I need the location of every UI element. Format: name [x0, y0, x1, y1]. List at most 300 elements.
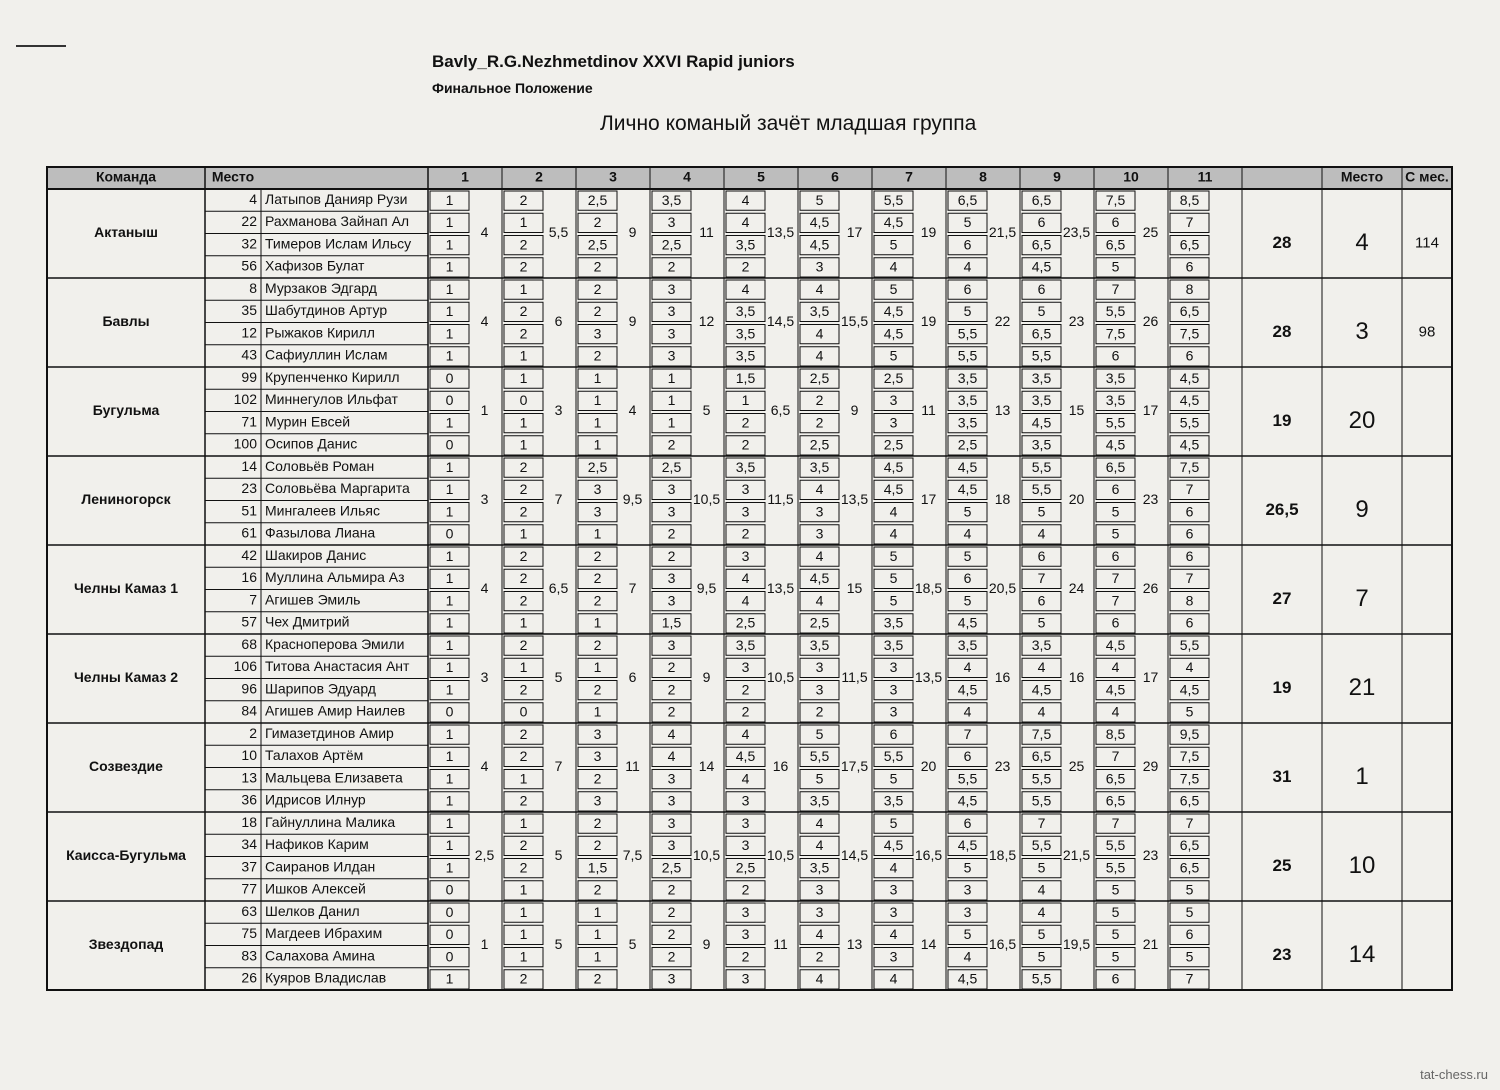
team-3-player-num: 71	[241, 413, 257, 430]
team-2-name: Бавлы	[102, 313, 150, 330]
team-1-score: 2,5	[661, 236, 682, 253]
team-9-score: 2	[667, 948, 676, 965]
team-6-round-total: 17	[1142, 669, 1159, 686]
team-4-score: 1	[445, 503, 454, 520]
team-2-score: 4	[815, 347, 824, 364]
team-3-score: 0	[445, 436, 454, 453]
team-8-score: 4	[889, 859, 898, 876]
team-4-round-total: 10,5	[692, 491, 721, 508]
team-7-score: 6,5	[1031, 748, 1052, 765]
team-5-score: 5	[889, 592, 898, 609]
team-8-score: 4	[815, 814, 824, 831]
table-title: Лично команый зачёт младшая группа	[600, 112, 977, 135]
team-6-score: 4,5	[1105, 636, 1126, 653]
team-5-round-total: 26	[1142, 580, 1159, 597]
team-5-score: 5	[1037, 614, 1046, 631]
team-1-place: 4	[1355, 228, 1369, 256]
team-6-round-total: 9	[702, 669, 711, 686]
team-7-round-total: 20	[920, 758, 937, 775]
team-1-total: 28	[1272, 232, 1292, 252]
team-9-round-total: 5	[554, 936, 563, 953]
team-7-score: 7	[963, 725, 972, 742]
team-2-total: 28	[1272, 321, 1292, 341]
team-7-score: 7	[1111, 748, 1120, 765]
team-2-score: 2	[593, 303, 602, 320]
team-6-name: Челны Камаз 2	[73, 669, 179, 686]
team-8-score: 2	[667, 881, 676, 898]
team-7-score: 4	[667, 725, 676, 742]
team-1-score: 3	[815, 258, 824, 275]
team-6-score: 3,5	[883, 636, 904, 653]
team-7-score: 4	[741, 770, 750, 787]
team-2-score: 1	[445, 280, 454, 297]
team-2-round-total: 14,5	[766, 313, 795, 330]
team-7-name: Созвездие	[89, 758, 163, 775]
team-5-score: 6	[1037, 592, 1046, 609]
team-6-score: 4	[1111, 703, 1120, 720]
team-3-score: 5,5	[1179, 414, 1200, 431]
team-4-score: 3	[593, 503, 602, 520]
team-7-player-num: 2	[249, 724, 257, 741]
team-9-score: 3	[741, 970, 750, 987]
team-1-round-total: 13,5	[766, 224, 795, 241]
team-1-score: 2	[593, 214, 602, 231]
team-4-score: 4,5	[957, 458, 978, 475]
team-8-score: 5	[889, 814, 898, 831]
team-8-score: 2	[741, 881, 750, 898]
team-6-round-total: 6	[628, 669, 637, 686]
team-3-score: 4,5	[1105, 436, 1126, 453]
team-7-round-total: 17,5	[840, 758, 869, 775]
team-6-score: 3,5	[957, 636, 978, 653]
team-2-score: 5	[1037, 303, 1046, 320]
team-2-score: 3	[667, 325, 676, 342]
team-8-round-total: 2,5	[474, 847, 495, 864]
team-8-total: 25	[1272, 855, 1292, 875]
team-3-score: 3,5	[1031, 369, 1052, 386]
team-6-score: 4,5	[1031, 681, 1052, 698]
team-1-score: 6	[963, 236, 972, 253]
team-8-score: 4	[1037, 881, 1046, 898]
team-6-round-total: 13,5	[914, 669, 943, 686]
team-5-score: 2	[519, 570, 528, 587]
team-2-score: 3	[667, 303, 676, 320]
team-6-score: 1	[445, 681, 454, 698]
team-6-score: 3	[667, 636, 676, 653]
team-1-sum: 114	[1415, 234, 1439, 252]
team-1-score: 6,5	[1105, 236, 1126, 253]
team-9-score: 5	[1037, 926, 1046, 943]
team-8-score: 2,5	[735, 859, 756, 876]
team-2-sum: 98	[1418, 323, 1436, 341]
team-9-score: 4	[963, 948, 972, 965]
team-1-score: 6,5	[1031, 191, 1052, 208]
team-5-score: 3	[667, 570, 676, 587]
team-3-score: 3,5	[1031, 436, 1052, 453]
team-5-score: 4	[741, 592, 750, 609]
team-5-player-num: 57	[241, 613, 257, 630]
team-5-score: 5	[889, 570, 898, 587]
team-5-round-total: 18,5	[914, 580, 943, 597]
team-3-round-total: 15	[1068, 402, 1085, 419]
team-5-score: 7	[1037, 570, 1046, 587]
header-round-10: 10	[1123, 168, 1139, 185]
team-8-score: 5	[1185, 881, 1194, 898]
team-2-score: 4,5	[883, 325, 904, 342]
team-5-score: 5	[963, 547, 972, 564]
team-2-round-total: 4	[480, 313, 489, 330]
team-5-score: 2,5	[735, 614, 756, 631]
team-8-score: 1	[445, 837, 454, 854]
team-9-score: 2	[815, 948, 824, 965]
team-4-player-name: Соловьёва Маргарита	[265, 480, 410, 497]
team-3-score: 2,5	[809, 369, 830, 386]
team-6-total: 19	[1272, 677, 1292, 697]
team-1-round-total: 21,5	[988, 224, 1017, 241]
team-9-place: 14	[1348, 940, 1376, 968]
team-3-score: 2,5	[883, 436, 904, 453]
team-9-score: 4,5	[957, 970, 978, 987]
team-9-player-name: Шелков Данил	[265, 902, 360, 919]
team-4-player-num: 23	[241, 480, 257, 497]
team-5-score: 7	[1111, 592, 1120, 609]
team-1-score: 1	[445, 258, 454, 275]
team-1-score: 1	[445, 214, 454, 231]
team-8-score: 5	[963, 859, 972, 876]
team-8-score: 5,5	[1105, 837, 1126, 854]
team-9-score: 4	[815, 926, 824, 943]
team-9-score: 1	[519, 948, 528, 965]
team-2-score: 5,5	[1031, 347, 1052, 364]
team-4-score: 3,5	[809, 458, 830, 475]
team-7-score: 5	[815, 770, 824, 787]
team-8-player-num: 34	[241, 836, 257, 853]
team-9-score: 3	[889, 903, 898, 920]
team-4-score: 1	[519, 525, 528, 542]
team-5-score: 2	[519, 547, 528, 564]
team-6-score: 2	[593, 681, 602, 698]
team-5-score: 1	[445, 570, 454, 587]
team-3-score: 2	[815, 414, 824, 431]
team-6-score: 3,5	[735, 636, 756, 653]
team-2-score: 5	[963, 303, 972, 320]
team-9-score: 5	[1111, 948, 1120, 965]
team-7-score: 4	[741, 725, 750, 742]
header-round-7: 7	[905, 168, 913, 185]
team-6-score: 4	[963, 659, 972, 676]
team-1-score: 4	[963, 258, 972, 275]
team-6-player-num: 68	[241, 635, 257, 652]
team-4-player-name: Соловьёв Роман	[265, 457, 375, 474]
team-1-score: 4	[741, 214, 750, 231]
team-8-score: 1	[519, 881, 528, 898]
team-4-score: 2	[519, 503, 528, 520]
team-1-score: 1	[445, 236, 454, 253]
team-4-score: 2	[667, 525, 676, 542]
team-5-round-total: 13,5	[766, 580, 795, 597]
team-6-score: 3,5	[809, 636, 830, 653]
team-2-score: 2	[519, 325, 528, 342]
team-7-score: 5,5	[1031, 792, 1052, 809]
team-2-round-total: 9	[628, 313, 637, 330]
team-2-score: 3	[667, 347, 676, 364]
team-8-place: 10	[1348, 851, 1376, 879]
team-8-score: 6,5	[1179, 859, 1200, 876]
team-9-round-total: 13	[846, 936, 863, 953]
team-7-score: 7,5	[1179, 770, 1200, 787]
team-5-round-total: 4	[480, 580, 489, 597]
team-6-score: 4	[963, 703, 972, 720]
team-8-score: 1,5	[587, 859, 608, 876]
team-1-score: 1	[519, 214, 528, 231]
team-2-player-num: 8	[249, 279, 257, 296]
team-6-score: 2	[741, 703, 750, 720]
team-1-player-num: 32	[241, 235, 257, 252]
team-8-score: 3	[889, 881, 898, 898]
team-7-round-total: 7	[554, 758, 563, 775]
team-7-place: 1	[1355, 762, 1369, 790]
header-round-2: 2	[535, 168, 543, 185]
team-9-total: 23	[1272, 944, 1292, 964]
team-4-name: Лениногорск	[81, 491, 171, 508]
team-2-player-name: Шабутдинов Артур	[265, 302, 388, 319]
team-1-score: 5	[889, 236, 898, 253]
team-9-round-total: 19,5	[1062, 936, 1091, 953]
team-7-score: 1	[445, 748, 454, 765]
team-5-name: Челны Камаз 1	[73, 580, 179, 597]
team-9-score: 3	[815, 903, 824, 920]
team-6-score: 1	[445, 636, 454, 653]
team-1-round-total: 19	[920, 224, 937, 241]
team-4-score: 3	[741, 503, 750, 520]
team-2-player-name: Рыжаков Кирилл	[265, 324, 375, 341]
team-2-score: 5,5	[1105, 303, 1126, 320]
team-7-score: 3	[593, 792, 602, 809]
team-5-round-total: 24	[1068, 580, 1085, 597]
team-8-score: 5	[1111, 881, 1120, 898]
team-7-score: 8,5	[1105, 725, 1126, 742]
team-7-score: 5,5	[809, 748, 830, 765]
team-7-score: 6	[889, 725, 898, 742]
team-6-score: 2	[667, 681, 676, 698]
team-9-player-num: 75	[241, 925, 257, 942]
team-2-round-total: 15,5	[840, 313, 869, 330]
team-2-score: 7,5	[1179, 325, 1200, 342]
header-round-1: 1	[461, 168, 469, 185]
team-9-player-name: Куяров Владислав	[265, 969, 387, 986]
team-4-score: 6	[1185, 503, 1194, 520]
team-7-player-name: Идрисов Илнур	[265, 791, 366, 808]
team-3-player-num: 102	[233, 391, 257, 408]
team-1-score: 6	[1037, 214, 1046, 231]
team-5-score: 7	[1111, 570, 1120, 587]
team-8-round-total: 23	[1142, 847, 1159, 864]
team-7-score: 3	[667, 770, 676, 787]
team-6-score: 0	[519, 703, 528, 720]
team-5-score: 2,5	[809, 614, 830, 631]
team-9-score: 6	[1185, 926, 1194, 943]
team-6-score: 5	[1185, 703, 1194, 720]
team-3-score: 2	[667, 436, 676, 453]
team-5-score: 4	[741, 570, 750, 587]
team-3-score: 0	[445, 392, 454, 409]
team-5-score: 1	[593, 614, 602, 631]
header-round-5: 5	[757, 168, 765, 185]
team-5-score: 1	[519, 614, 528, 631]
team-6-player-num: 106	[233, 658, 257, 675]
team-8-player-name: Гайнуллина Малика	[265, 813, 396, 830]
header-final-place: Место	[1340, 168, 1384, 185]
team-5-player-name: Чех Дмитрий	[265, 613, 350, 630]
team-4-score: 5,5	[1031, 481, 1052, 498]
team-9-round-total: 21	[1142, 936, 1159, 953]
team-3-score: 1	[667, 392, 676, 409]
team-2-player-num: 12	[241, 324, 257, 341]
team-1-score: 4,5	[809, 214, 830, 231]
team-8-score: 6,5	[1179, 837, 1200, 854]
team-7-score: 1	[445, 725, 454, 742]
team-4-total: 26,5	[1265, 499, 1299, 519]
team-4-score: 4	[1037, 525, 1046, 542]
team-1-score: 6,5	[957, 191, 978, 208]
team-2-score: 3,5	[735, 325, 756, 342]
team-9-score: 5	[1037, 948, 1046, 965]
team-5-player-name: Шакиров Данис	[265, 546, 367, 563]
team-2-score: 2	[519, 303, 528, 320]
team-9-score: 2	[593, 970, 602, 987]
team-7-score: 5,5	[957, 770, 978, 787]
team-6-player-name: Агишев Амир Наилев	[265, 702, 406, 719]
team-3-round-total: 6,5	[770, 402, 791, 419]
team-4-score: 5	[1037, 503, 1046, 520]
team-7-score: 2	[593, 770, 602, 787]
team-9-score: 5	[1111, 903, 1120, 920]
team-7-score: 7,5	[1031, 725, 1052, 742]
site-watermark: tat-chess.ru	[1420, 1067, 1488, 1082]
team-3-score: 1	[519, 414, 528, 431]
team-9-score: 0	[445, 948, 454, 965]
team-9-score: 1	[593, 926, 602, 943]
team-5-score: 1	[445, 592, 454, 609]
team-9-score: 1	[519, 926, 528, 943]
team-7-round-total: 25	[1068, 758, 1085, 775]
team-2-score: 7	[1111, 280, 1120, 297]
team-3-score: 4,5	[1179, 436, 1200, 453]
team-1-score: 7,5	[1105, 191, 1126, 208]
team-1-score: 2	[519, 236, 528, 253]
team-6-score: 1	[593, 659, 602, 676]
team-8-score: 2	[593, 837, 602, 854]
team-1-score: 5	[963, 214, 972, 231]
team-5-player-num: 7	[249, 591, 257, 608]
team-2-score: 1	[445, 347, 454, 364]
team-6-score: 3	[889, 659, 898, 676]
team-4-score: 3	[741, 481, 750, 498]
team-7-round-total: 23	[994, 758, 1011, 775]
team-8-score: 1	[519, 814, 528, 831]
team-2-score: 4	[741, 280, 750, 297]
team-6-score: 3,5	[1031, 636, 1052, 653]
team-2-score: 2	[593, 280, 602, 297]
team-3-score: 0	[445, 369, 454, 386]
team-3-name: Бугульма	[92, 402, 160, 419]
team-3-score: 3,5	[957, 392, 978, 409]
team-5-round-total: 20,5	[988, 580, 1017, 597]
team-8-player-name: Ишков Алексей	[265, 880, 366, 897]
team-2-score: 3,5	[735, 347, 756, 364]
team-8-player-num: 77	[241, 880, 257, 897]
team-3-total: 19	[1272, 410, 1292, 430]
team-6-score: 4,5	[1105, 681, 1126, 698]
team-2-player-name: Сафиуллин Ислам	[265, 346, 388, 363]
team-5-player-num: 16	[241, 569, 257, 586]
team-7-score: 7,5	[1179, 748, 1200, 765]
team-3-round-total: 9	[850, 402, 859, 419]
team-2-score: 6	[963, 280, 972, 297]
team-2-round-total: 23	[1068, 313, 1085, 330]
team-5-score: 6	[1111, 547, 1120, 564]
team-5-score: 6	[1185, 547, 1194, 564]
team-7-score: 3	[593, 748, 602, 765]
team-5-score: 8	[1185, 592, 1194, 609]
team-2-score: 3	[667, 280, 676, 297]
team-1-player-name: Рахманова Зайнап Ал	[265, 213, 410, 230]
tournament-title: Bavly_R.G.Nezhmetdinov XXVI Rapid juniors	[432, 52, 795, 71]
team-7-score: 6	[963, 748, 972, 765]
team-7-score: 4,5	[735, 748, 756, 765]
team-8-score: 5,5	[1105, 859, 1126, 876]
team-1-score: 5,5	[883, 191, 904, 208]
team-1-score: 2	[519, 258, 528, 275]
team-6-score: 3	[889, 703, 898, 720]
team-2-score: 6,5	[1031, 325, 1052, 342]
team-1-score: 2	[593, 258, 602, 275]
team-4-score: 4	[889, 525, 898, 542]
team-2-score: 5	[889, 280, 898, 297]
team-2-round-total: 12	[698, 313, 715, 330]
team-2-score: 1	[519, 347, 528, 364]
team-3-round-total: 17	[1142, 402, 1159, 419]
team-9-score: 1	[519, 903, 528, 920]
team-6-score: 5,5	[1179, 636, 1200, 653]
team-5-score: 6	[1111, 614, 1120, 631]
team-4-round-total: 18	[994, 491, 1011, 508]
team-5-score: 6	[1185, 614, 1194, 631]
team-4-round-total: 9,5	[622, 491, 643, 508]
team-2-round-total: 19	[920, 313, 937, 330]
team-8-round-total: 7,5	[622, 847, 643, 864]
team-7-score: 9,5	[1179, 725, 1200, 742]
team-8-score: 1	[445, 814, 454, 831]
team-8-score: 1	[445, 859, 454, 876]
team-2-score: 5,5	[957, 325, 978, 342]
team-8-score: 3	[667, 837, 676, 854]
team-9-player-name: Магдеев Ибрахим	[265, 925, 383, 942]
team-4-score: 5	[1111, 525, 1120, 542]
team-6-score: 2	[519, 681, 528, 698]
team-9-score: 2	[667, 903, 676, 920]
header-place: Место	[211, 168, 255, 185]
team-6-score: 1	[445, 659, 454, 676]
team-5-player-name: Муллина Альмира Аз	[265, 569, 405, 586]
team-8-round-total: 10,5	[766, 847, 795, 864]
team-7-score: 3	[667, 792, 676, 809]
team-5-score: 3	[667, 592, 676, 609]
team-8-score: 7	[1111, 814, 1120, 831]
team-8-score: 2	[593, 881, 602, 898]
team-2-score: 4	[815, 280, 824, 297]
team-2-score: 6,5	[1179, 303, 1200, 320]
